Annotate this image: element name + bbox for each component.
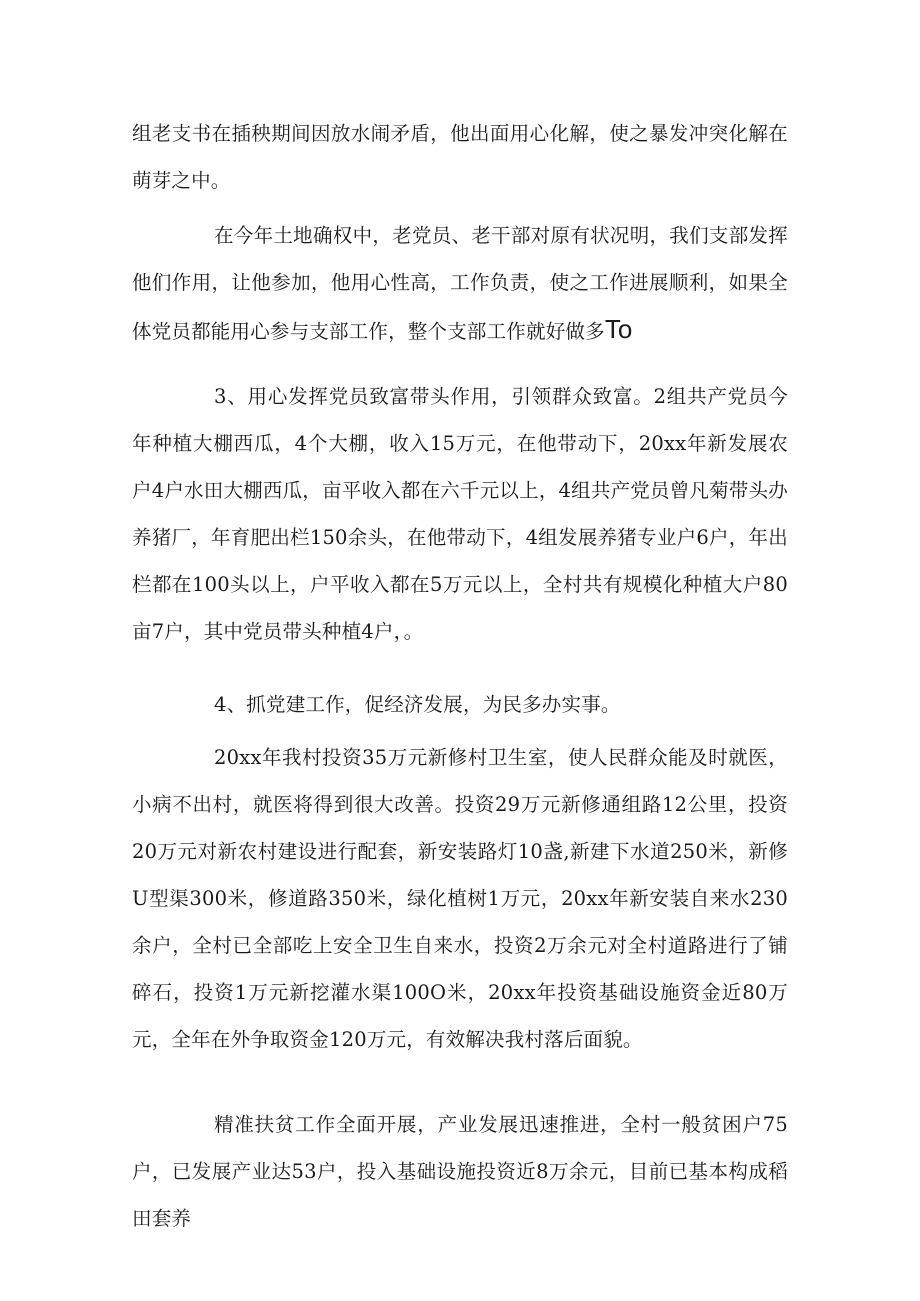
paragraph-2-text: 在今年土地确权中，老党员、老干部对原有状况明，我们支部发挥他们作用，让他参加，他用心性高，工作负责，使之工作进展顺利，如果全体党员都能用心参与支部工作，整个支部工作就好做多: [132, 224, 788, 343]
paragraph-2-suffix: To: [604, 314, 633, 344]
paragraph-1: 组老支书在插秧期间因放水闹矛盾，他出面用心化解，使之暴发冲突化解在萌芽之中。: [132, 122, 788, 192]
paragraph-3: 3、用心发挥党员致富带头作用，引领群众致富。2组共产党员今年种植大棚西瓜，4个大棚，收入15万元，在他带动下，20xx年新发展农户4户水田大棚西瓜，亩平收入都在六千元以上，4组共产党员曾凡菊带头办养猪厂，年育肥出栏150余头，在他带动下，4组发展养猪专业户6户，年出栏都在100头以上，户平收入都在5万元以上，全村共有规模化种植大户80亩7户，其中党员带头种植4户，。: [132, 385, 788, 643]
paragraph-2: [132, 212, 788, 355]
paragraph-4: 4、抓党建工作，促经济发展，为民多办实事。: [214, 693, 621, 716]
paragraph-6: 精准扶贫工作全面开展，产业发展迅速推进，全村一般贫困户75户，已发展产业达53户，投入基础设施投资近8万余元，目前已基本构成稻田套养: [132, 1113, 788, 1230]
paragraph-5: 20xx年我村投资35万元新修村卫生室，使人民群众能及时就医，小病不出村，就医将得到很大改善。投资29万元新修通组路12公里，投资20万元对新农村建设进行配套，新安装路灯10盏,新建下水道250米，新修U型渠300米，修道路350米，绿化植树1万元，20xx年新安装自来水230余户，全村已全部吃上安全卫生自来水，投资2万余元对全村道路进行了铺碎石，投资1万元新挖灌水渠100O米，20xx年投资基础设施资金近80万元，全年在外争取资金120万元，有效解决我村落后面貌。: [132, 746, 788, 1051]
